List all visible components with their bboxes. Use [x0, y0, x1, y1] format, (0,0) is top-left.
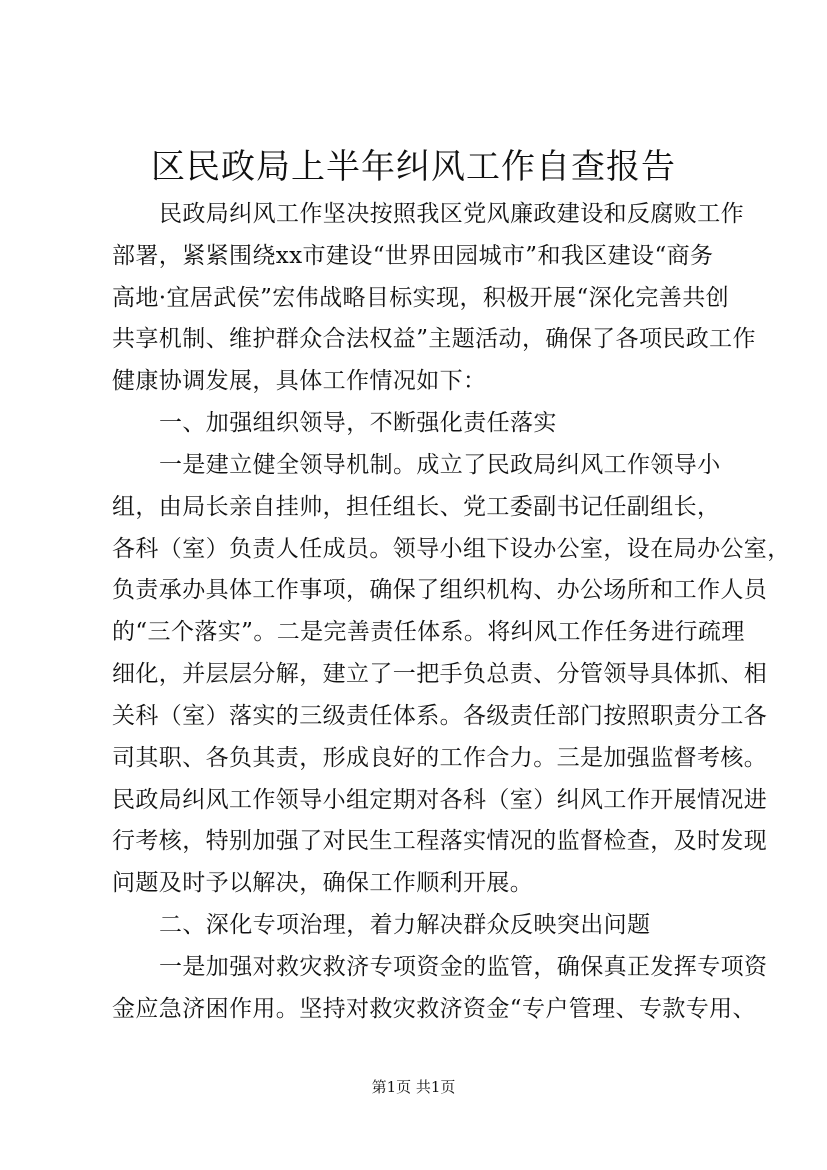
body-line: 各科（室）负责人任成员。领导小组下设办公室，设在局办公室， [112, 536, 791, 562]
body-line: 问题及时予以解决，确保工作顺利开展。 [112, 870, 534, 896]
section-heading: 二、深化专项治理，着力解决群众反映突出问题 [159, 912, 651, 938]
body-line: 部署，紧紧围绕xx市建设“世界田园城市”和我区建设“商务 [112, 243, 714, 269]
body-line: 的“三个落实”。二是完善责任体系。将纠风工作任务进行疏理 [112, 619, 745, 645]
document-title: 区民政局上半年纠风工作自查报告 [151, 147, 676, 187]
body-line: 健康协调发展，具体工作情况如下： [112, 368, 487, 394]
body-line: 组，由局长亲自挂帅，担任组长、党工委副书记任副组长， [112, 494, 721, 520]
body-line: 民政局纠风工作领导小组定期对各科（室）纠风工作开展情况进 [112, 787, 768, 813]
body-line: 司其职、各负其责，形成良好的工作合力。三是加强监督考核。 [112, 745, 768, 771]
section-heading: 一、加强组织领导，不断强化责任落实 [159, 410, 557, 436]
body-line: 高地·宜居武侯”宏伟战略目标实现，积极开展“深化完善共创 [112, 285, 730, 311]
body-line: 负责承办具体工作事项，确保了组织机构、办公场所和工作人员 [112, 577, 768, 603]
body-line: 关科（室）落实的三级责任体系。各级责任部门按照职责分工各 [112, 703, 768, 729]
page-number: 第1页 共1页 [371, 1078, 456, 1096]
body-line: 金应急济困作用。坚持对救灾救济资金“专户管理、专款专用、 [112, 996, 756, 1022]
body-line: 行考核，特别加强了对民生工程落实情况的监督检查，及时发现 [112, 828, 768, 854]
body-line: 一是建立健全领导机制。成立了民政局纠风工作领导小 [159, 452, 721, 478]
body-line: 细化，并层层分解，建立了一把手负总责、分管领导具体抓、相 [112, 661, 768, 687]
body-line: 一是加强对救灾救济专项资金的监管，确保真正发挥专项资 [159, 954, 768, 980]
body-line: 共享机制、维护群众合法权益”主题活动，确保了各项民政工作 [112, 326, 756, 352]
body-line: 民政局纠风工作坚决按照我区党风廉政建设和反腐败工作 [159, 201, 744, 227]
